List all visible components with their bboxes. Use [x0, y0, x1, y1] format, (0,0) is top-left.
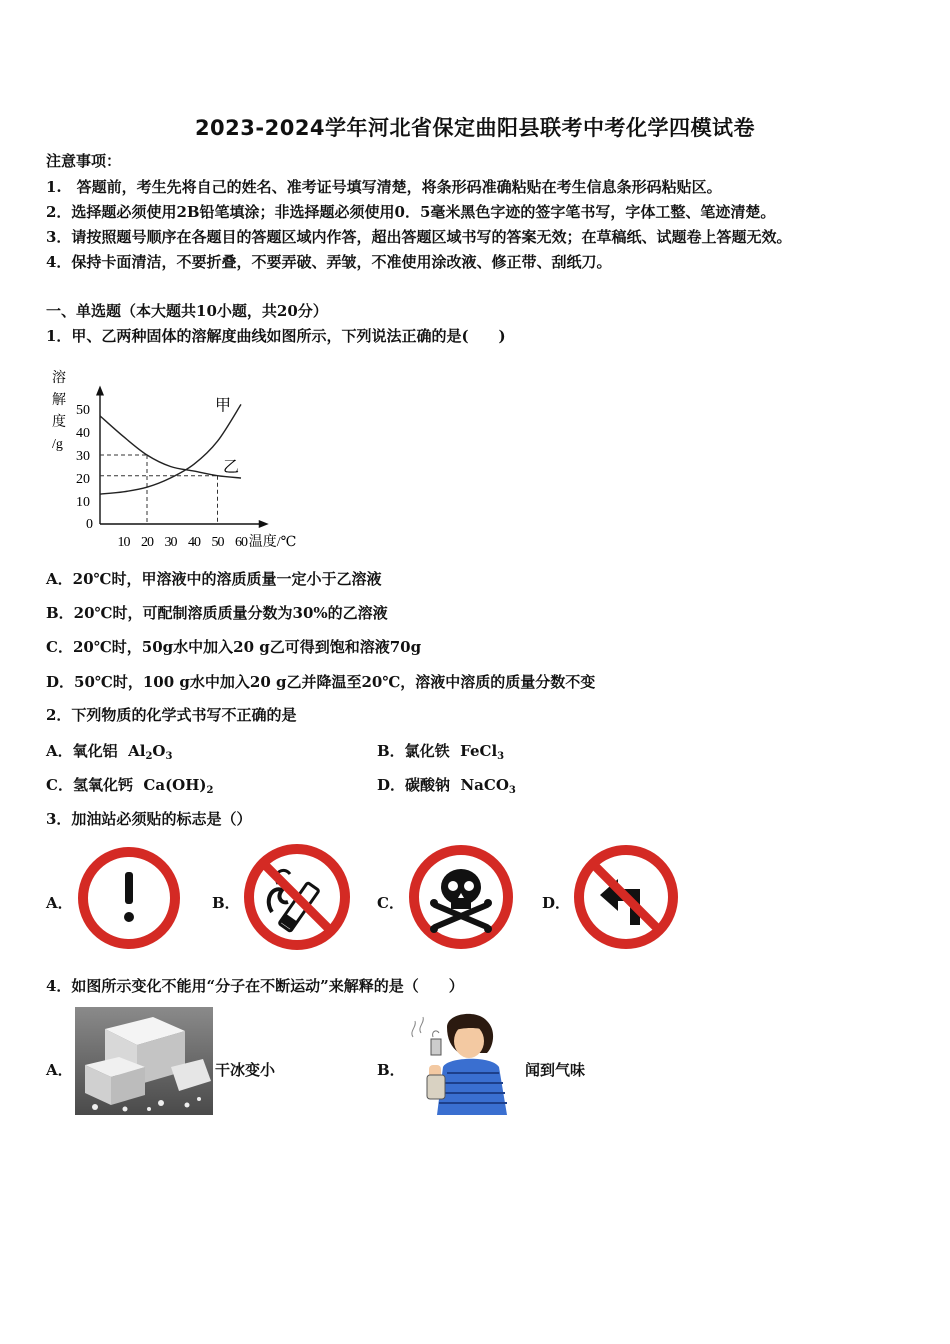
question-1-option-a: A．20℃时，甲溶液中的溶质质量一定小于乙溶液: [46, 570, 382, 588]
notes-heading: 注意事项：: [46, 152, 122, 170]
question-3-stem: 3．加油站必须贴的标志是（）: [46, 810, 252, 828]
question-3-option-b-label: B．: [212, 894, 240, 912]
question-2-option-c: C．氢氧化钙 $Ca(OH)_2$: [46, 776, 214, 796]
series-label: 乙: [223, 459, 240, 476]
section-heading: 一、单选题（本大题共10小题，共20分）: [46, 302, 328, 320]
toxic-skull-sign-icon: [407, 843, 515, 951]
question-4-option-b-caption: 闻到气味: [525, 1061, 586, 1079]
y-tick-label: 30: [76, 449, 90, 464]
dry-ice-image: [75, 1007, 213, 1119]
x-axis-arrow: [259, 520, 269, 528]
note-item-2: 2．选择题必须使用2B铅笔填涂；非选择题必须使用0．5毫米黑色字迹的签字笔书写，字体工整、笔迹清楚。: [46, 203, 776, 221]
page-title: 2023-2024学年河北省保定曲阳县联考中考化学四模试卷: [194, 116, 756, 140]
exclamation-sign-icon: [76, 845, 182, 951]
question-4-option-a-label: A．: [46, 1061, 73, 1079]
question-2-stem: 2．下列物质的化学式书写不正确的是: [46, 706, 297, 724]
question-2-option-b: B．氯化铁 FeCl$_3$: [377, 742, 505, 762]
x-tick-label: 20: [141, 535, 153, 550]
question-4-option-b-label: B．: [377, 1061, 405, 1079]
question-3-option-c-label: C．: [377, 894, 404, 912]
y-axis-arrow: [96, 386, 104, 396]
note-item-4: 4．保持卡面清洁，不要折叠，不要弄破、弄皱，不准使用涂改液、修正带、刮纸刀。: [46, 253, 612, 271]
y-tick-label: 10: [76, 495, 90, 510]
question-1-option-b: B．20℃时，可配制溶质质量分数为30%的乙溶液: [46, 604, 388, 622]
x-tick-label: 40: [188, 535, 200, 550]
x-tick-label: 10: [117, 535, 130, 550]
note-item-1: 1. 答题前，考生先将自己的姓名、准考证号填写清楚，将条形码准确粘贴在考生信息条形码粘贴区。: [46, 178, 722, 196]
question-3-option-d-label: D．: [542, 894, 571, 912]
question-2-option-d: D．碳酸钠 NaCO$_3$: [377, 776, 516, 796]
note-item-3: 3．请按照题号顺序在各题目的答题区域内作答，超出答题区域书写的答案无效；在草稿纸、试题卷上答题无效。: [46, 228, 792, 246]
question-4-option-a-caption: 干冰变小: [215, 1061, 276, 1079]
y-tick-label: 40: [76, 426, 90, 441]
y-axis-label-char: 解: [52, 393, 66, 408]
no-left-turn-sign-icon: [572, 843, 680, 951]
x-tick-label: 50: [211, 535, 224, 550]
question-1-stem: 1．甲、乙两种固体的溶解度曲线如图所示，下列说法正确的是( ): [46, 327, 506, 345]
y-tick-label: 50: [76, 403, 90, 418]
question-4-stem: 4．如图所示变化不能用“分子在不断运动”来解释的是（ ）: [46, 977, 464, 995]
question-2-option-a: A．氧化铝 $Al_2O_3$: [46, 742, 173, 762]
series-label: 甲: [215, 397, 232, 415]
solubility-chart: [46, 362, 306, 552]
y-axis-label-char: 度: [52, 415, 66, 430]
question-3-option-a-label: A．: [46, 894, 73, 912]
x-tick-label: 60: [235, 535, 247, 550]
x-axis-label: 温度/℃: [248, 535, 297, 550]
question-1-option-d: D．50℃时，100 g水中加入20 g乙并降温至20℃，溶液中溶质的质量分数不变: [46, 673, 596, 691]
x-tick-label: 30: [164, 535, 177, 550]
origin-label: 0: [86, 517, 93, 532]
series-line-yi: [100, 416, 241, 478]
question-1-option-c: C．20℃时，50g水中加入20 g乙可得到饱和溶液70g: [46, 638, 422, 656]
y-axis-label-char: 溶: [52, 371, 66, 386]
y-axis-label-char: /g: [52, 437, 63, 452]
y-tick-label: 20: [76, 472, 90, 487]
no-smoking-sign-icon: [242, 842, 352, 952]
series-line-jia: [100, 404, 241, 494]
smelling-boy-image: [407, 1007, 517, 1121]
